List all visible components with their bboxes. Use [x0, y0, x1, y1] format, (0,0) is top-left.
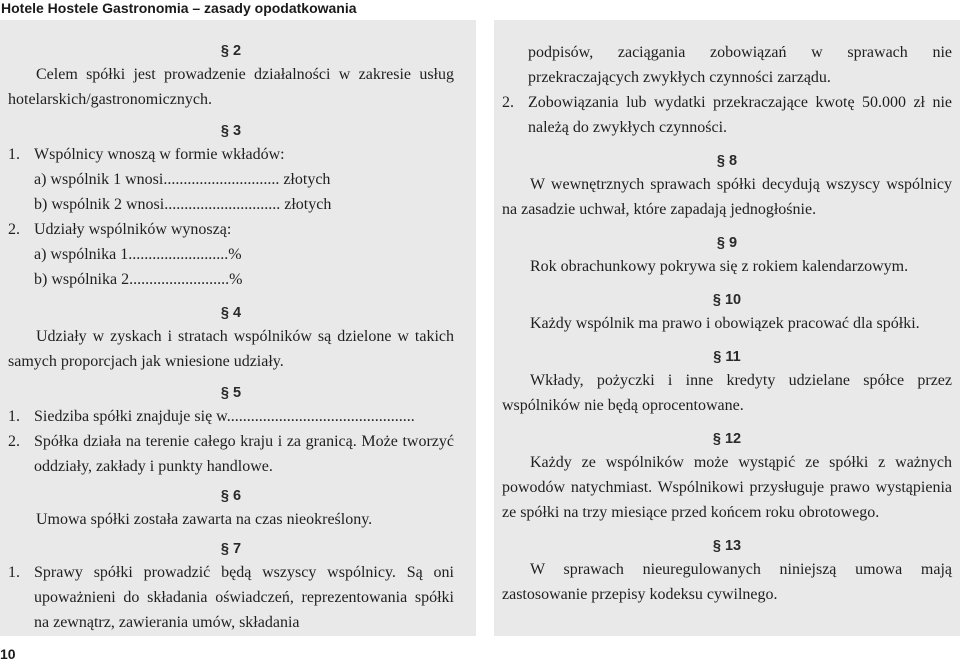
item-number: 2. [8, 221, 20, 238]
section-3-item-1a: a) wspólnik 1 wnosi............................. złotych [34, 171, 331, 188]
section-9-title: § 9 [716, 235, 738, 251]
section-6-text: Umowa spółki została zawarta na czas nieokreślony. [36, 511, 373, 528]
section-11-title: § 11 [713, 349, 741, 365]
section-8-title: § 8 [716, 153, 738, 169]
item-number: 1. [8, 146, 20, 163]
section-3-item-1 [8, 142, 454, 167]
section-4-text: Udziały w zyskach i stratach wspólników są dzielone w takich samych proporcjach jak wniesione udziały. [8, 328, 454, 370]
section-3-item-2 [8, 217, 454, 242]
section-3-item-1b: b) wspólnik 2 wnosi............................. złotych [34, 196, 332, 213]
section-12-title: § 12 [712, 431, 742, 447]
item-text: Siedziba spółki znajduje się w............................................... [34, 408, 415, 425]
item-text: Spółka działa na terenie całego kraju i za granicą. Może tworzyć oddziały, zakłady i punkty handlowe. [34, 433, 454, 475]
section-13-title: § 13 [712, 538, 742, 554]
section-3-item-2b: b) wspólnika 2.........................% [34, 271, 243, 288]
item-number: 1. [8, 564, 20, 581]
item-text: Sprawy spółki prowadzić będą wszyscy wspólnicy. Są oni upoważnieni do składania oświadczeń, reprezentowania spółki na zewnątrz, zawierania umów, składania [34, 564, 454, 631]
section-10-title: § 10 [712, 292, 742, 308]
section-2-title: § 2 [220, 43, 242, 59]
section-7-item-1 [8, 560, 454, 635]
section-12-text: Każdy ze wspólników może wystąpić ze spółki z ważnych powodów natychmiast. Wspólnikowi przysługuje prawo wystąpienia ze spółki na trzy miesiące przed końcem roku obrotowego. [502, 454, 952, 521]
section-2-text: Celem spółki jest prowadzenie działalności w zakresie usług hotelarskich/gastronomicznych. [8, 66, 454, 108]
section-7-title: § 7 [220, 541, 242, 557]
section-7-item-1-continued: podpisów, zaciągania zobowiązań w sprawach nie przekraczających zwykłych czynności zarządu. [528, 44, 952, 86]
item-text: Zobowiązania lub wydatki przekraczające kwotę 50.000 zł nie należą do zwykłych czynności. [528, 94, 952, 136]
item-text: Udziały wspólników wynoszą: [34, 221, 232, 238]
section-4-title: § 4 [220, 305, 242, 321]
section-5-item-1 [8, 404, 454, 429]
section-13-text: W sprawach nieuregulowanych niniejszą umowa mają zastosowanie przepisy kodeksu cywilnego. [502, 561, 952, 603]
section-5-item-2 [8, 429, 454, 479]
section-3-item-2a: a) wspólnika 1.........................% [34, 246, 242, 263]
section-11-text: Wkłady, pożyczki i inne kredyty udzielane spółce przez wspólników nie będą oprocentowane. [502, 372, 952, 414]
left-column [0, 20, 476, 636]
item-number: 2. [8, 433, 20, 450]
item-text: Wspólnicy wnoszą w formie wkładów: [34, 146, 285, 163]
right-column [494, 20, 960, 636]
running-header: Hotele Hostele Gastronomia – zasady opodatkowania [1, 0, 357, 16]
section-9-text: Rok obrachunkowy pokrywa się z rokiem kalendarzowym. [530, 258, 909, 275]
section-7-item-2 [502, 90, 952, 140]
item-number: 1. [8, 408, 20, 425]
page-number: 10 [0, 646, 16, 662]
section-6-title: § 6 [220, 488, 242, 504]
section-3-title: § 3 [220, 123, 242, 139]
section-8-text: W wewnętrznych sprawach spółki decydują wszyscy wspólnicy na zasadzie uchwał, które zapadają jednogłośnie. [502, 176, 952, 218]
item-number: 2. [502, 94, 514, 111]
section-10-text: Każdy wspólnik ma prawo i obowiązek pracować dla spółki. [530, 315, 920, 332]
section-5-title: § 5 [220, 385, 242, 401]
